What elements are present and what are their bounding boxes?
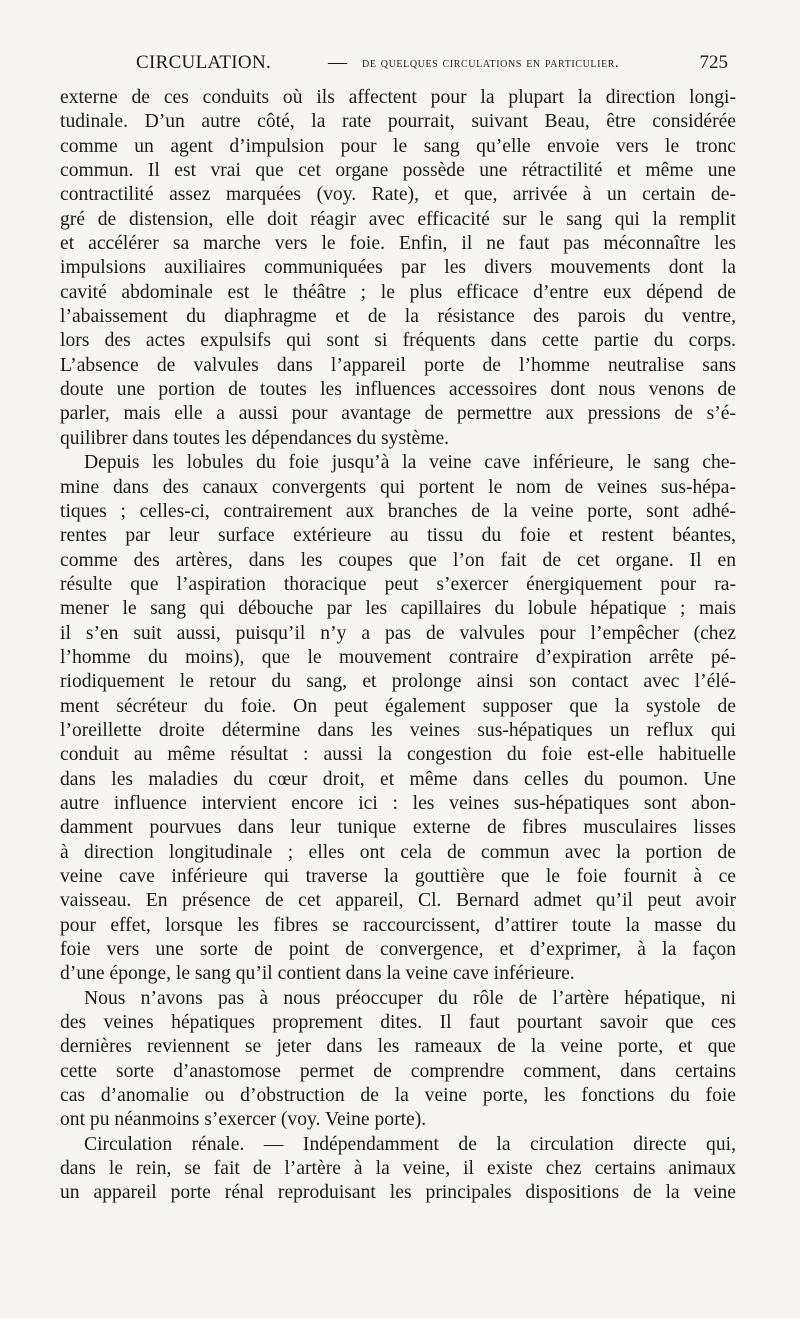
text-line: mener le sang qui débouche par les capillaires du lobule hépatique ; mais — [60, 598, 736, 620]
text-line: foie vers une sorte de point de convergence, et d’exprimer, à la façon — [60, 939, 736, 961]
text-line: l’abaissement du diaphragme et de la résistance des parois du ventre, — [60, 306, 736, 328]
text-line: cette sorte d’anastomose permet de comprendre comment, dans certains — [60, 1060, 736, 1082]
text-line: damment pourvues dans leur tunique externe de fibres musculaires lisses — [60, 817, 736, 839]
running-head-section: CIRCULATION. — [136, 52, 272, 73]
text-line: ment sécréteur du foie. On peut également supposer que la systole de — [60, 695, 736, 717]
text-line: doute une portion de toutes les influences accessoires dont nous venons de — [60, 379, 736, 401]
text-line: impulsions auxiliaires communiquées par les divers mouvements dont la — [60, 257, 736, 279]
text-line: veine cave inférieure qui traverse la gouttière que le foie fournit à ce — [60, 866, 736, 887]
text-line: gré de distension, elle doit réagir avec efficacité sur le sang qui la remplit — [60, 208, 736, 230]
text-line: parler, mais elle a aussi pour avantage de permettre aux pressions de s’é- — [60, 403, 736, 425]
page-number: 725 — [699, 52, 728, 73]
text-line: dans les maladies du cœur droit, et même dans celles du poumon. Une — [60, 768, 736, 790]
text-line: tiques ; celles-ci, contrairement aux branches de la veine porte, sont adhé- — [60, 500, 736, 522]
text-line: l’homme du moins), que le mouvement contraire d’expiration arrête pé- — [60, 646, 736, 668]
running-head-subtitle: de quelques circulations en particulier. — [362, 55, 620, 71]
text-line: L’absence de valvules dans l’appareil porte de l’homme neutralise sans — [60, 354, 736, 376]
text-line: riodiquement le retour du sang, et prolonge ainsi son contact avec l’élé- — [60, 671, 736, 693]
text-line: commun. Il est vrai que cet organe possède une rétractilité et même une — [60, 160, 736, 182]
text-line: quilibrer dans toutes les dépendances du système. — [60, 427, 450, 449]
text-line: rentes par leur surface extérieure au tissu du foie et restent béantes, — [60, 525, 736, 547]
text-line: dernières reviennent se jeter dans les rameaux de la veine porte, et que — [60, 1036, 736, 1058]
text-line: mine dans des canaux convergents qui portent le nom de veines sus-hépa- — [60, 476, 736, 498]
body-text — [60, 86, 736, 1206]
text-line: lors des actes expulsifs qui sont si fréquents dans cette partie du corps. — [60, 330, 736, 352]
running-head — [60, 52, 736, 80]
text-line: un appareil porte rénal reproduisant les principales dispositions de la veine — [60, 1182, 736, 1204]
text-line: Depuis les lobules du foie jusqu’à la veine cave inférieure, le sang che- — [84, 452, 736, 474]
text-line: conduit au même résultat : aussi la congestion du foie est-elle habituelle — [60, 744, 736, 766]
text-line: vaisseau. En présence de cet appareil, Cl. Bernard admet qu’il peut avoir — [60, 890, 736, 912]
text-line: ont pu néanmoins s’exercer (voy. Veine porte). — [60, 1109, 427, 1131]
text-line: Nous n’avons pas à nous préoccuper du rôle de l’artère hépatique, ni — [84, 987, 736, 1009]
text-line: d’une éponge, le sang qu’il contient dans la veine cave inférieure. — [60, 963, 575, 985]
text-line: comme des artères, dans les coupes que l’on fait de cet organe. Il en — [60, 549, 736, 571]
text-line: cas d’anomalie ou d’obstruction de la veine porte, les fonctions du foie — [60, 1085, 736, 1107]
text-line: à direction longitudinale ; elles ont cela de commun avec la portion de — [60, 841, 736, 863]
text-line: pour effet, lorsque les fibres se raccourcissent, d’attirer toute la masse du — [60, 914, 736, 936]
text-line: Circulation rénale. — Indépendamment de la circulation directe qui, — [84, 1133, 736, 1155]
text-line: cavité abdominale est le théâtre ; le plus efficace d’entre eux dépend de — [60, 281, 736, 303]
text-line: il s’en suit aussi, puisqu’il n’y a pas de valvules pour l’empêcher (chez — [60, 622, 736, 644]
text-line: autre influence intervient encore ici : les veines sus-hépatiques sont abon- — [60, 792, 736, 814]
running-head-dash: — — [328, 52, 347, 73]
text-line: externe de ces conduits où ils affectent pour la plupart la direction longi- — [60, 87, 736, 108]
text-line: tudinale. D’un autre côté, la rate pourrait, suivant Beau, être considérée — [60, 111, 736, 133]
text-line: contractilité assez marquées (voy. Rate), et que, arrivée à un certain de- — [60, 184, 736, 206]
text-line: comme un agent d’impulsion pour le sang qu’elle envoie vers le tronc — [60, 135, 736, 157]
text-line: dans le rein, se fait de l’artère à la veine, il existe chez certains animaux — [60, 1158, 736, 1180]
text-line: l’oreillette droite détermine dans les veines sus-hépatiques un reflux qui — [60, 719, 736, 741]
text-line: des veines hépatiques proprement dites. Il faut pourtant savoir que ces — [60, 1012, 736, 1034]
text-line: et accélérer sa marche vers le foie. Enfin, il ne faut pas méconnaître les — [60, 233, 736, 255]
text-line: résulte que l’aspiration thoracique peut s’exercer énergiquement pour ra- — [60, 573, 736, 595]
